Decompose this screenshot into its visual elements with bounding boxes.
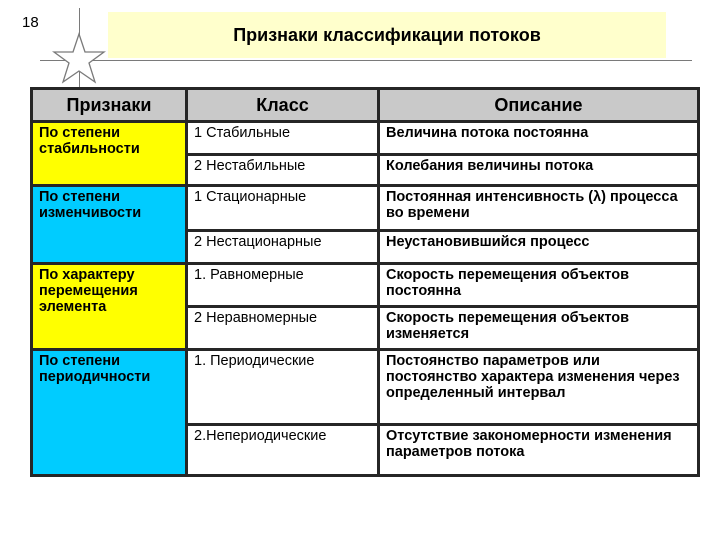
class-cell: 1 Стабильные [187,122,379,155]
description-cell: Величина потока постоянна [379,122,699,155]
description-cell: Колебания величины потока [379,155,699,186]
description-cell: Постоянная интенсивность (λ) процесса во времени [379,186,699,231]
class-cell: 1. Равномерные [187,264,379,307]
description-cell: Постоянство параметров или постоянство характера изменения через определенный интервал [379,350,699,425]
header-divider [40,60,692,61]
classification-table [30,87,700,477]
feature-cell: По характеру перемещения элемента [32,264,187,350]
feature-cell: По степени изменчивости [32,186,187,264]
title-box [108,12,666,58]
header-description: Описание [379,89,699,122]
header-class: Класс [187,89,379,122]
slide-number: 18 [22,14,39,31]
table-row [32,122,699,155]
header-features: Признаки [32,89,187,122]
description-cell: Скорость перемещения объектов постоянна [379,264,699,307]
star-icon [52,32,106,86]
page-title: Признаки классификации потоков [233,24,541,45]
class-cell: 1 Стационарные [187,186,379,231]
table-header-row [32,89,699,122]
description-cell: Скорость перемещения объектов изменяется [379,307,699,350]
class-cell: 2.Непериодические [187,425,379,476]
class-cell: 2 Нестационарные [187,231,379,264]
class-cell: 2 Неравномерные [187,307,379,350]
description-cell: Отсутствие закономерности изменения параметров потока [379,425,699,476]
class-cell: 1. Периодические [187,350,379,425]
feature-cell: По степени стабильности [32,122,187,186]
class-cell: 2 Нестабильные [187,155,379,186]
table-row [32,350,699,425]
feature-cell: По степени периодичности [32,350,187,476]
table-row [32,186,699,231]
description-cell: Неустановившийся процесс [379,231,699,264]
table-row [32,264,699,307]
